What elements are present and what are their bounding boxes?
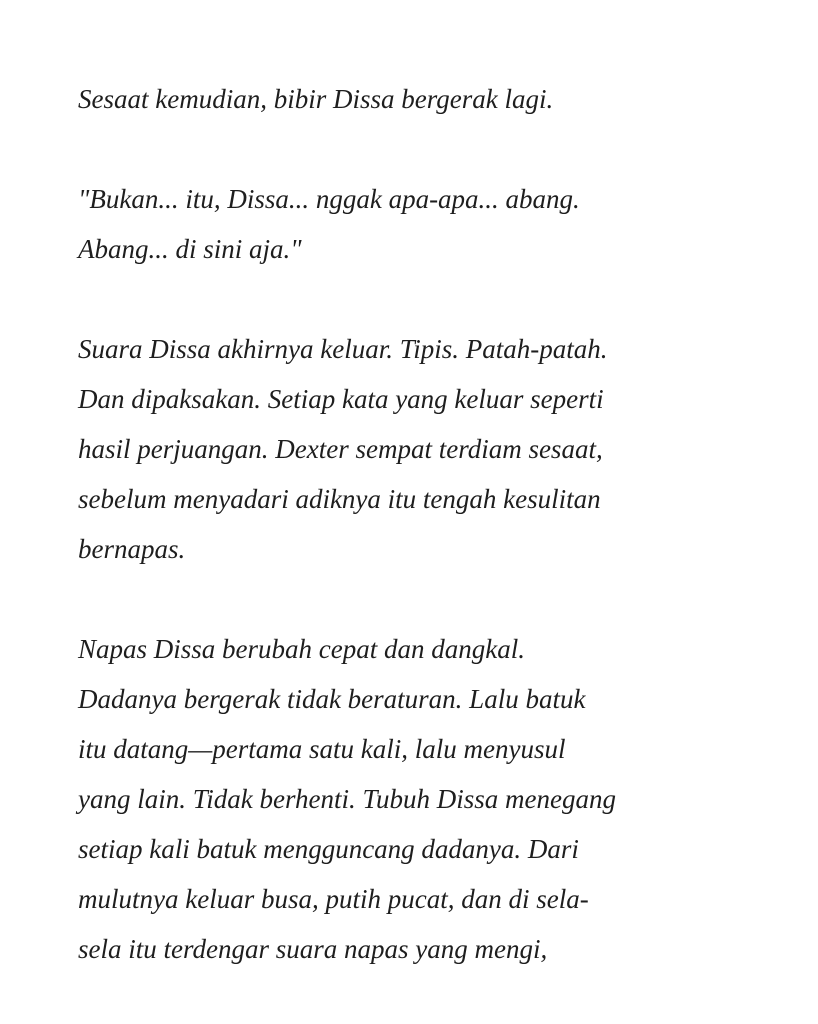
text-line: yang lain. Tidak berhenti. Tubuh Dissa menegang [78,784,616,814]
text-line: hasil perjuangan. Dexter sempat terdiam sesaat, [78,434,603,464]
text-line: Suara Dissa akhirnya keluar. Tipis. Patah-patah. [78,334,608,364]
text-line: bernapas. [78,534,186,564]
text-line: Sesaat kemudian, bibir Dissa bergerak lagi. [78,84,554,114]
text-line: setiap kali batuk mengguncang dadanya. Dari [78,834,579,864]
text-line: Abang... di sini aja." [78,234,302,264]
text-line: sela itu terdengar suara napas yang mengi, [78,934,548,964]
text-line: "Bukan... itu, Dissa... nggak apa-apa... abang. [78,184,580,214]
text-line: sebelum menyadari adiknya itu tengah kesulitan [78,484,601,514]
story-text [78,74,616,1024]
paragraph-2 [78,174,616,274]
text-line: Dan dipaksakan. Setiap kata yang keluar seperti [78,384,604,414]
text-line: mulutnya keluar busa, putih pucat, dan di sela- [78,884,589,914]
text-line: itu datang—pertama satu kali, lalu menyusul [78,734,566,764]
paragraph-3 [78,324,616,574]
paragraph-4 [78,624,616,974]
paragraph-1 [78,74,616,124]
text-line: Dadanya bergerak tidak beraturan. Lalu batuk [78,684,586,714]
text-line: Napas Dissa berubah cepat dan dangkal. [78,634,525,664]
